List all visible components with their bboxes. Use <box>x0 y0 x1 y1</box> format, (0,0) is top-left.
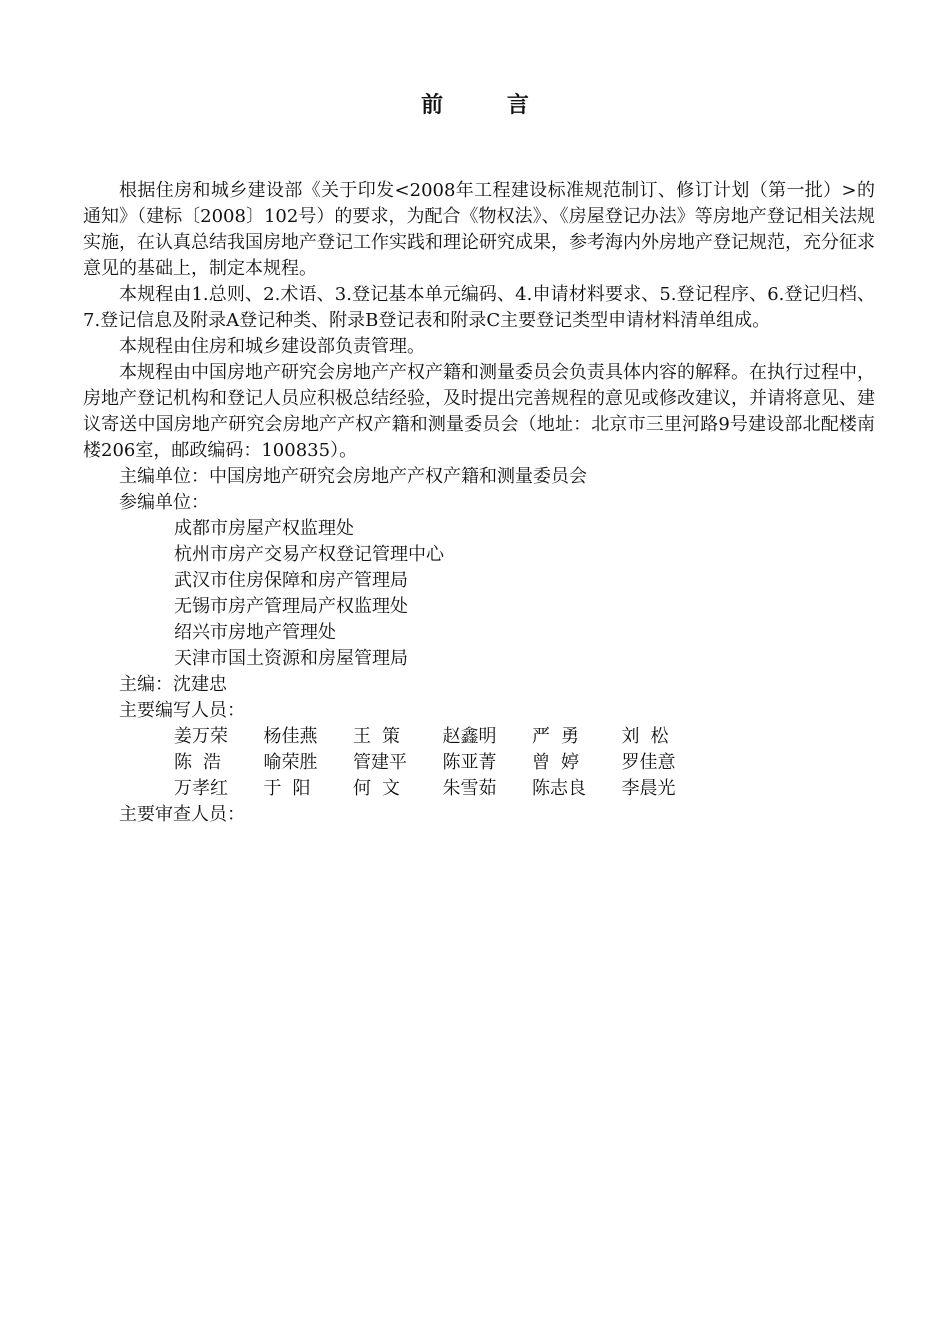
drafters-label: 主要编写人员： <box>119 700 245 721</box>
list-item: 无锡市房产管理局产权监理处 <box>174 596 408 617</box>
staff-name: 万孝红 <box>174 778 228 799</box>
list-item: 成都市房屋产权监理处 <box>174 518 354 539</box>
chief-unit: 主编单位：中国房地产研究会房地产产权产籍和测量委员会 <box>119 466 587 487</box>
staff-name: 杨佳燕 <box>263 726 318 747</box>
staff-name: 朱雪茹 <box>442 778 497 799</box>
staff-name: 刘松 <box>621 726 680 747</box>
list-item: 天津市国土资源和房屋管理局 <box>174 648 408 669</box>
list-item: 绍兴市房地产管理处 <box>174 622 336 643</box>
page-title: 前 言 <box>421 93 557 118</box>
paragraph-interpretation: 本规程由中国房地产研究会房地产产权产籍和测量委员会负责具体内容的解释。在执行过程中，房地产登记机构和登记人员应积极总结经验，及时提出完善规程的意见或修改建议，并请将意见、建议寄送中国房地产研究会房地产产权产籍和测量委员会（地址：北京市三里河路9号建设部北配楼南楼206室，邮政编码：100835）。 <box>83 362 875 461</box>
reviewers-label: 主要审查人员： <box>119 804 245 825</box>
staff-name: 曾婷 <box>532 752 590 773</box>
drafters-row <box>174 750 875 776</box>
paragraph-management: 本规程由住房和城乡建设部负责管理。 <box>119 336 425 357</box>
staff-name: 陈亚菁 <box>442 752 497 773</box>
staff-name: 严勇 <box>532 726 590 747</box>
drafters-row <box>174 776 875 802</box>
paragraph-composition: 本规程由1.总则、2.术语、3.登记基本单元编码、4.申请材料要求、5.登记程序、6.登记归档、7.登记信息及附录A登记种类、附录B登记表和附录C主要登记类型申请材料清单组成。 <box>83 284 875 331</box>
drafters-row <box>174 724 875 750</box>
drafters-list <box>83 724 875 802</box>
staff-name: 陈志良 <box>532 778 586 799</box>
staff-name: 于阳 <box>263 778 322 799</box>
participating-units-label: 参编单位： <box>119 492 209 513</box>
staff-name: 罗佳意 <box>621 752 676 773</box>
document-body <box>83 178 875 828</box>
list-item: 杭州市房产交易产权登记管理中心 <box>174 544 444 565</box>
staff-name: 管建平 <box>353 752 407 773</box>
staff-name: 姜万荣 <box>174 726 228 747</box>
staff-name: 陈浩 <box>174 752 232 773</box>
staff-name: 何文 <box>353 778 411 799</box>
staff-name: 喻荣胜 <box>263 752 318 773</box>
staff-name: 李晨光 <box>621 778 676 799</box>
list-item: 武汉市住房保障和房产管理局 <box>174 570 408 591</box>
staff-name: 王策 <box>353 726 411 747</box>
staff-name: 赵鑫明 <box>442 726 497 747</box>
paragraph-background: 根据住房和城乡建设部《关于印发<2008年工程建设标准规范制订、修订计划（第一批）>的通知》（建标〔2008〕102号）的要求，为配合《物权法》、《房屋登记办法》等房地产登记相关法规实施，在认真总结我国房地产登记工作实践和理论研究成果，参考海内外房地产登记规范，充分征求意见的基础上，制定本规程。 <box>83 180 875 279</box>
chief-editor: 主编：沈建忠 <box>119 674 227 695</box>
participating-units-list <box>83 516 875 672</box>
